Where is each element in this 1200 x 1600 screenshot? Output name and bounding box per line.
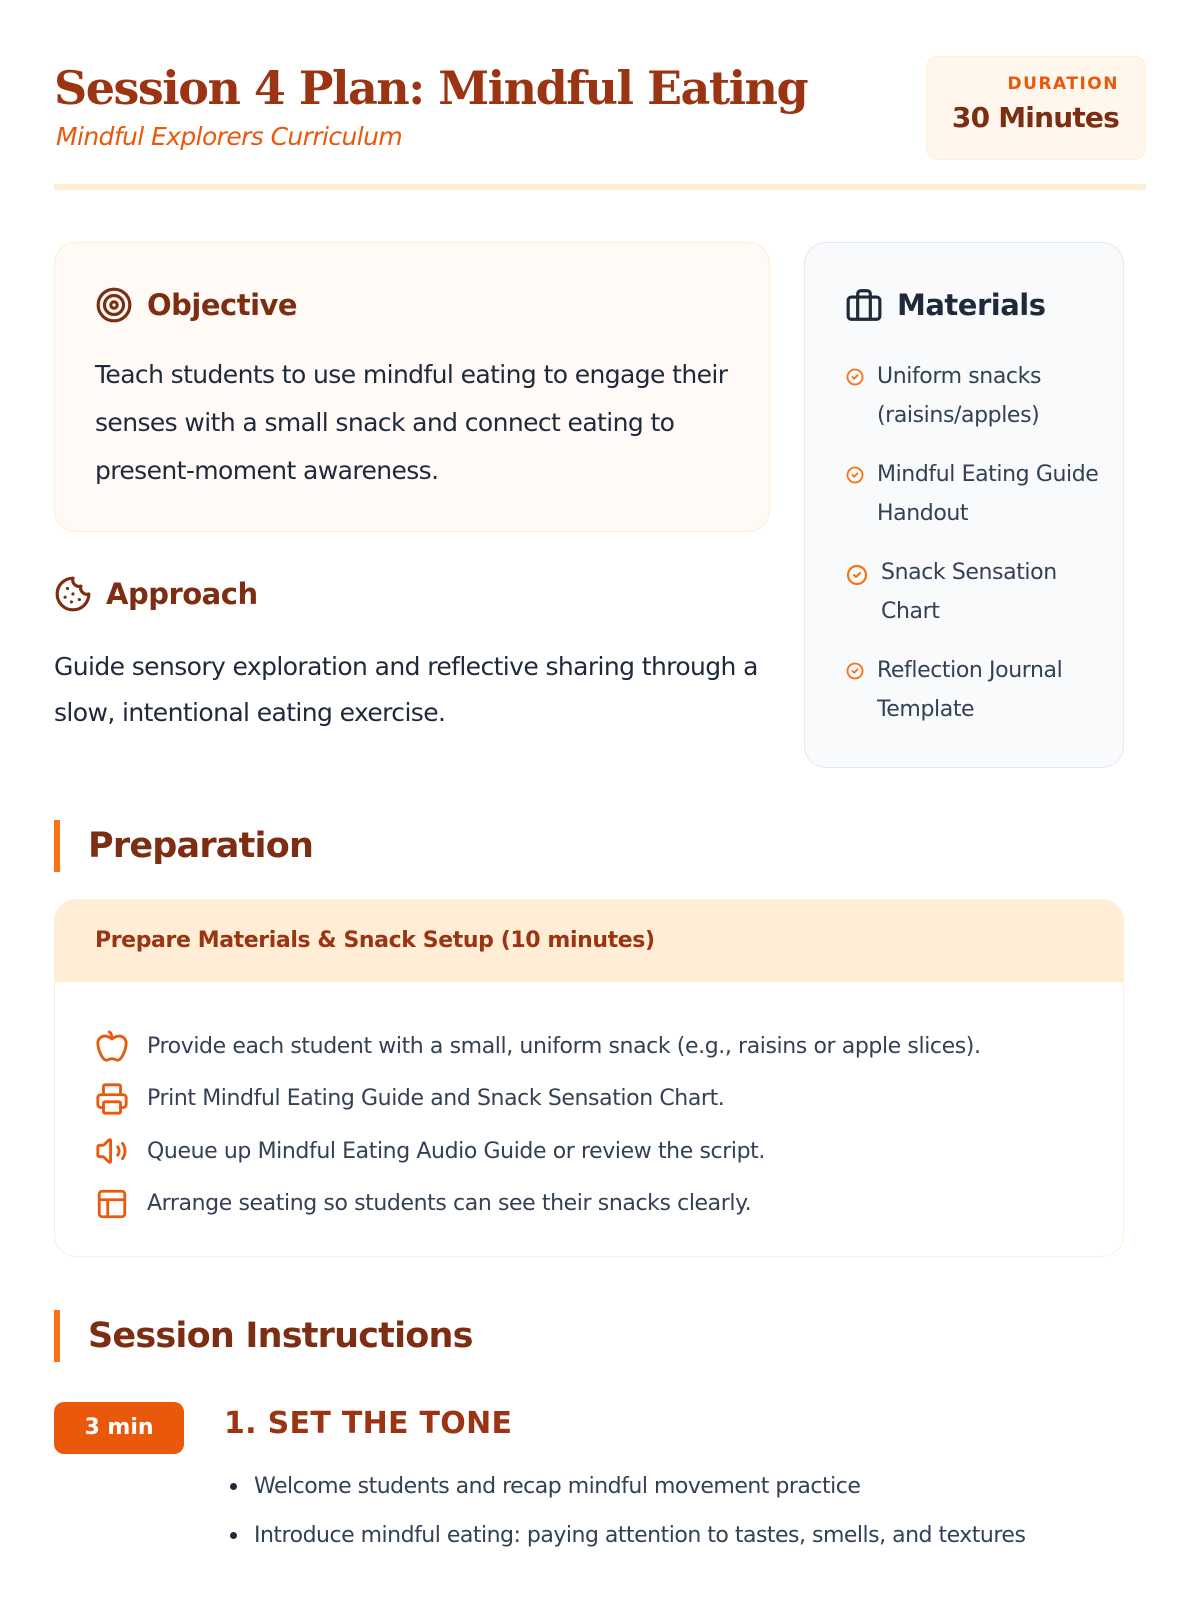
page-title: Session 4 Plan: Mindful Eating [54, 61, 808, 115]
cookie-icon [54, 575, 92, 613]
step-bullet-list [254, 1462, 1134, 1560]
materials-item [845, 553, 1099, 631]
objective-text: Teach students to use mindful eating to engage their senses with a small snack and connect eating to present-moment awareness. [95, 360, 728, 485]
speaker-icon [95, 1134, 129, 1168]
approach-title: Approach [106, 577, 258, 611]
layout-icon [95, 1187, 129, 1221]
check-circle-icon [845, 661, 865, 681]
materials-title: Materials [897, 288, 1046, 322]
materials-item [845, 455, 1099, 533]
materials-item-label: Reflection Journal Template [877, 658, 1063, 722]
check-circle-icon [845, 563, 869, 587]
objective-card [54, 242, 770, 532]
briefcase-icon [845, 286, 883, 324]
approach-heading [54, 574, 770, 614]
preparation-item [95, 1020, 1123, 1073]
materials-item-label: Mindful Eating Guide Handout [877, 462, 1099, 526]
step-title: 1. SET THE TONE [224, 1406, 513, 1441]
preparation-list [55, 982, 1123, 1230]
check-circle-icon [845, 465, 865, 485]
instructions-heading: Session Instructions [54, 1310, 473, 1362]
preparation-item [95, 1073, 1123, 1126]
materials-item [845, 651, 1099, 729]
preparation-item-text: Queue up Mindful Eating Audio Guide or review the script. [147, 1138, 765, 1164]
preparation-item-text: Provide each student with a small, uniform snack (e.g., raisins or apple slices). [147, 1033, 981, 1059]
materials-heading [845, 285, 1099, 325]
preparation-item [95, 1178, 1123, 1231]
duration-badge [926, 56, 1146, 160]
target-icon [95, 286, 133, 324]
page-subtitle: Mindful Explorers Curriculum [56, 122, 403, 151]
materials-item [845, 357, 1099, 435]
preparation-card [54, 899, 1124, 1257]
check-circle-icon [845, 367, 865, 387]
apple-icon [95, 1029, 129, 1063]
preparation-item-text: Arrange seating so students can see their snacks clearly. [147, 1191, 752, 1217]
materials-list [845, 357, 1099, 729]
preparation-item-text: Print Mindful Eating Guide and Snack Sensation Chart. [147, 1086, 725, 1112]
objective-heading [95, 285, 729, 325]
step-bullet: Welcome students and recap mindful movement practice [254, 1462, 1134, 1511]
preparation-card-title: Prepare Materials & Snack Setup (10 minutes) [55, 900, 1123, 982]
preparation-item [95, 1125, 1123, 1178]
materials-item-label: Snack Sensation Chart [881, 560, 1057, 624]
materials-item-label: Uniform snacks (raisins/apples) [877, 364, 1042, 428]
preparation-heading: Preparation [54, 820, 313, 872]
page-header [54, 54, 1146, 194]
materials-card [804, 242, 1124, 768]
header-divider [54, 184, 1146, 190]
duration-value: 30 Minutes [951, 101, 1119, 134]
duration-label: DURATION [1007, 74, 1119, 94]
objective-title: Objective [147, 288, 298, 322]
approach-text: Guide sensory exploration and reflective sharing through a slow, intentional eating exercise. [54, 652, 758, 727]
step-time-badge: 3 min [54, 1402, 184, 1454]
approach-section [54, 574, 770, 736]
printer-icon [95, 1082, 129, 1116]
step-bullet: Introduce mindful eating: paying attention to tastes, smells, and textures [254, 1511, 1134, 1560]
